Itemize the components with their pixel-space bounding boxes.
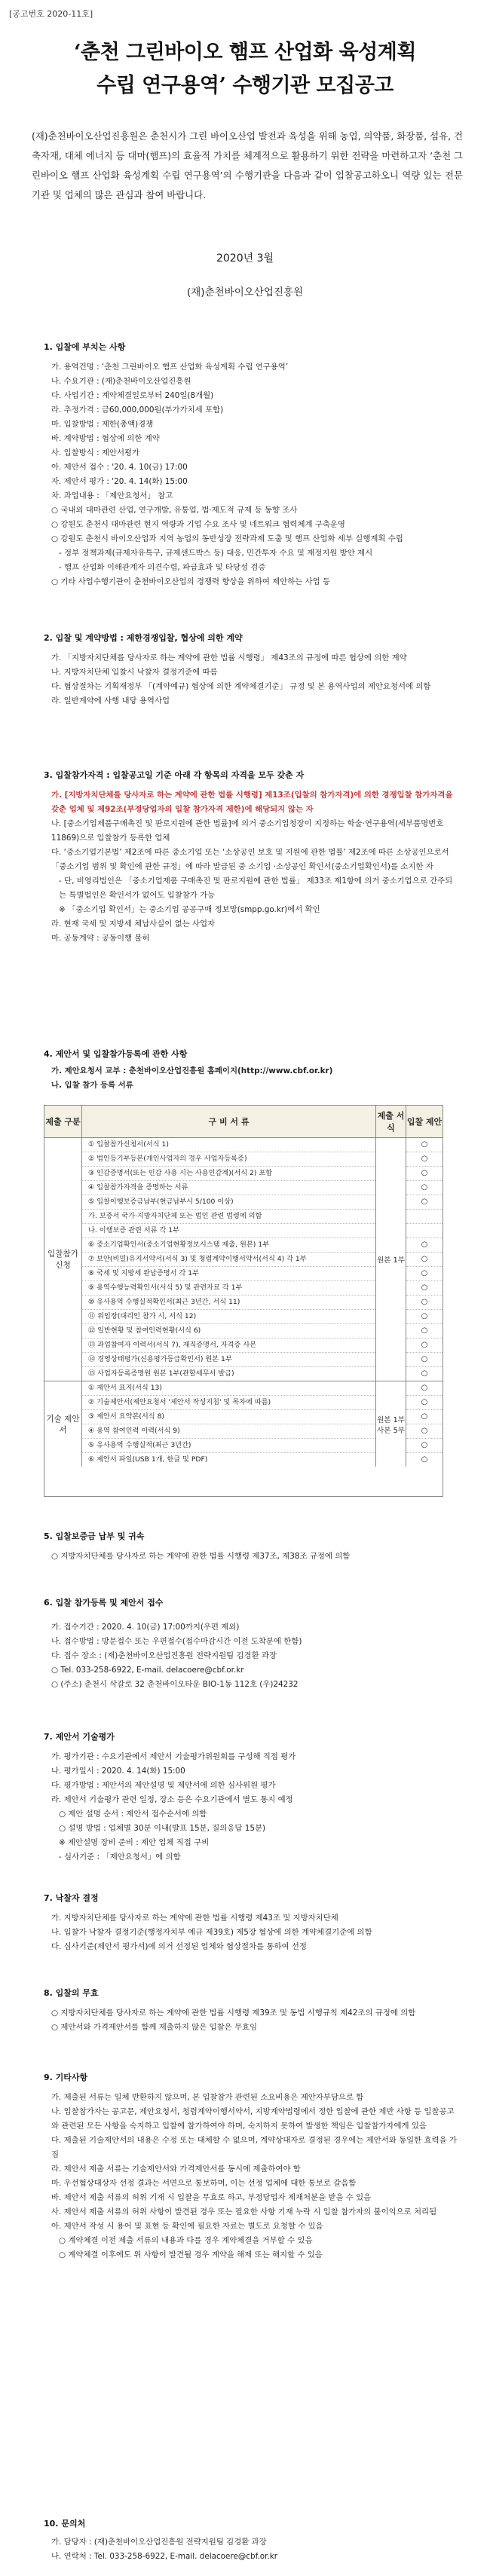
s10-line: 아. 제안서 작성 시 용어 및 표현 등 확인에 필요한 자료는 별도로 요청할 수 있음 [51,2222,323,2231]
table-header-cell: 제출 서식 [376,1106,406,1137]
check-mark: ○ [406,1138,443,1152]
table-row: ④ 입찰참가자격을 증명하는 서류 [82,1181,375,1195]
group-label: 기술 제안서 [44,1381,82,1467]
table-row: ④ 용역 참여인력 이력(서식 9) [82,1424,375,1439]
s10-line: 가. 제출된 서류는 일체 반환하지 않으며, 본 입찰참가 관련된 소요비용은 제안자부담으로 함 [51,2093,364,2102]
s10-line: 바. 제안서 제출 서류의 허위 기재 시 입찰을 무효로 하고, 부정당업자 제재처분을 받을 수 있음 [51,2193,372,2202]
s7-line: 다. 평가방법 : 제안서의 제안설명 및 제안서에 의한 심사위원 평가 [51,1781,276,1790]
s7-line: ○ 제안 설명 순서 : 제안서 접수순서에 의함 [59,1810,207,1819]
section-1-body [44,360,460,589]
s6-line: 나. 접수방법 : 방문접수 또는 우편접수(접수마감시간 이전 도착분에 한함) [51,1637,302,1646]
table-row: ② 법인등기부등본(개인사업자의 경우 사업자등록증) [82,1152,375,1167]
s6-line: 가. 접수기간 : 2020. 4. 10(금) 17:00까지(우편 제외) [51,1623,240,1632]
s1-line: 차. 과업내용 : 「제안요청서」 참고 [51,491,173,500]
check-mark: ○ [406,1167,443,1181]
table-row: ⑦ 보안(비밀)유지서약서(서식 3) 및 청렴계약이행서약서(서식 4) 각 1부 [82,1253,375,1267]
s1-line: 마. 입찰방법 : 제한(총액)경쟁 [51,420,154,429]
section-9-body [44,2006,460,2035]
table-row: ⑤ 입찰이행보증금납부(현금납부시 5/100 이상) [82,1195,375,1210]
table-header-cell: 구 비 서 류 [82,1106,376,1137]
s1-line: 사. 입찰방식 : 제안서평가 [51,448,140,457]
section-8-body [44,1911,460,1954]
table-row: ③ 인감증명서(또는 인감 사용 시는 사용인감계)(서식 2) 포함 [82,1167,375,1181]
section-4-body [44,1064,460,1093]
s1-line: ○ 국내외 대마관련 산업, 연구개발, 유통업, 법·제도적 규제 등 동향 조사 [51,506,298,515]
table-group-technical-proposal [44,1381,443,1467]
check-mark: ○ [406,1281,443,1296]
s10-line: 라. 제안서 제출 서류는 기술제안서와 가격제안서를 동시에 제출하여야 함 [51,2165,301,2174]
check-mark: ○ [406,1353,443,1367]
intro-paragraph: (재)춘천바이오산업진흥원은 춘천시가 그린 바이오산업 발전과 육성을 위해 농업, 의약품, 화장품, 섬유, 건축자재, 대체 에너지 등 대마(햄프)의 효율적 가치를 체계적으로 활용하기 위한 전략을 마련하고자 ‘춘천 그린바이오 햄프 산업화 육성계획 수립 연구용역’의 수행기관을 다음과 같이 입찰공고하오니 역량 있는 전문기관 및 업체의 많은 관심과 참여 바랍니다. [32,130,463,200]
check-mark [406,1224,443,1238]
s1-line: 자. 제안서 평가 : '20. 4. 14(화) 15:00 [51,477,188,486]
s1-line: 다. 사업기간 : 계약체결일로부터 240일(8개월) [51,391,214,400]
section-5-body [44,1550,460,1564]
group-marks [406,1138,443,1381]
s7-line: 라. 제안서 기술평가 관련 일정, 장소 등은 수요기관에서 별도 통지 예정 [51,1795,293,1804]
check-mark: ○ [406,1238,443,1253]
s6-line: ○ Tel. 033-258-6922, E-mail. delacoere@cbf.or.kr [51,1666,244,1675]
s7-line: 가. 평가기관 : 수요기관에서 제안서 기술평가위원회를 구성해 직접 평가 [51,1752,296,1761]
check-mark: ○ [406,1396,443,1410]
table-row: ⑥ 중소기업확인서(중소기업현황정보시스템 제출, 원본) 1부 [82,1238,375,1253]
table-row: ⑪ 위임장(대리인 참가 시, 서식 12) [82,1310,375,1324]
section-9-title: 8. 입찰의 무효 [44,1988,99,1998]
s1-line: ○ 강원도 춘천시 대마관련 현지 역량과 기업 수요 조사 및 네트워크 협력체계 구축운영 [51,520,345,529]
check-mark: ○ [406,1424,443,1439]
title-line-2: 수립 연구용역’ 수행기관 모집공고 [96,74,394,97]
s4-line: 가. 제안요청서 교부 : 춘천바이오산업진흥원 홈페이지(http://www.cbf.or.kr) [51,1066,333,1075]
s3-line: - 단, 비영리법인은 「중소기업제품 구매촉진 및 판로지원에 관한 법률」 제33조 제1항에 의거 중소기업으로 간주되는 특별법인은 확인서가 없어도 입찰참가 가능 [59,877,453,900]
check-mark: ○ [406,1338,443,1353]
section-5-title: 5. 입찰보증금 납부 및 귀속 [44,1531,145,1541]
section-7-body [44,1750,460,1865]
s8-line: 다. 심사기준(제안서 평가서)에 의거 선정된 업체와 협상절차를 통하여 선정 [51,1942,307,1951]
s2-line: 가. 「지방자치단체를 당사자로 하는 계약에 관한 법률 시행령」 제43조의 규정에 따른 협상에 의한 계약 [51,653,407,662]
check-mark: ○ [406,1267,443,1281]
s3-line: 다. ‘중소기업기본법’ 제2조에 따른 중소기업 또는 ‘소상공인 보호 및 지원에 관한 법률’ 제2조에 따른 소상공인으로서 「중소기업 범위 및 확인에 관한 규정」에 따라 발급된 중 소기업 ·소상공인 확인서(중소기업확인서)를 소지한 자 [51,848,449,871]
table-row: ⑤ 유사용역 수행실적(최근 3년간) [82,1439,375,1453]
section-3-body [44,788,460,946]
s8-line: 나. 입찰가 낙찰자 결정기준(행정자치부 예규 제39호) 제5장 협상에 의한 계약체결기준에 의함 [51,1928,372,1937]
table-header [44,1106,443,1138]
section-10-body [44,2091,460,2262]
table-row: ⑫ 일반현황 및 참여인력현황(서식 6) [82,1324,375,1338]
group-format: 원본 1부 [376,1138,406,1381]
table-row: ① 입찰참가신청서(서식 1) [82,1138,375,1152]
s1-line: 라. 추정가격 : 금60,000,000원(부가가치세 포함) [51,405,224,415]
s10-line: 나. 입찰참가자는 공고문, 제안요청서, 청렴계약이행서약서, 지방계약법령에서 정한 입찰에 관한 제반 사항 등 입찰공고와 관련된 모든 사항을 숙지하고 입찰에 참가하여야 하며, 숙지하지 못하여 발생한 책임은 입찰참가자에게 있음 [51,2107,455,2131]
s3-line: 가. [지방자치단체를 당사자로 하는 계약에 관한 법률 시행령] 제13조(입찰의 참가자격)에 의한 경쟁입찰 참가자격을 갖춘 업체 및 제92조(부정당업자의 입찰 참가자격 제한)에 해당되지 않는 자 [51,791,453,814]
section-2-body [44,651,460,708]
s1-line: - 정부 정책과제(규제자유특구, 규제샌드박스 등) 대응, 민간투자 수요 및 재정지원 방안 제시 [59,549,373,558]
issuing-organization: (재)춘천바이오산업진흥원 [187,286,303,298]
table-row: ⑩ 유사용역 수행실적확인서(최근 3년간, 서식 11) [82,1296,375,1310]
check-mark: ○ [406,1152,443,1167]
group-format: 원본 1부 사본 5부 [376,1381,406,1467]
s1-line: 나. 수요기관 : (재)춘천바이오산업진흥원 [51,377,191,386]
s3-line: ※ 「중소기업 확인서」는 중소기업 공공구매 정보망(smpp.go.kr)에서 확인 [59,905,320,914]
s7-line: ※ 제안설명 장비 준비 : 제안 업체 직접 구비 [59,1838,210,1847]
s1-line: ○ 강원도 춘천시 바이오산업과 지역 농업의 동반성장 전략과제 도출 및 햄프 산업화 세부 실행계획 수립 [51,534,403,543]
s2-line: 나. 지방자치단체 입찰시 낙찰자 결정기준에 따름 [51,668,218,677]
s7-line: 나. 평가일시 : 2020. 4. 14(화) 15:00 [51,1767,185,1776]
table-row: 가. 보증서 국가·지방자치단체 또는 법인 관련 법령에 의함 [82,1210,375,1224]
s10-line: ○ 계약체결 이전 제출 서류의 내용과 다를 경우 계약체결을 거부할 수 있음 [59,2236,313,2245]
s1-line: 바. 계약방법 : 협상에 의한 계약 [51,434,160,443]
check-mark: ○ [406,1439,443,1453]
s5-line: ○ 지방자치단체를 당사자로 하는 계약에 관한 법률 시행령 제37조, 제38조 규정에 의함 [51,1552,351,1561]
check-mark: ○ [406,1253,443,1267]
table-row: ⑭ 경영상태평가(신용평가등급확인서) 원본 1부 [82,1353,375,1367]
s7-line: - 심사기준 : 「제안요청서」에 의함 [59,1852,181,1862]
section-10-title: 9. 기타사항 [44,2073,88,2082]
s10-line: ○ 계약체결 이후에도 위 사항이 발견될 경우 계약을 해제 또는 해지할 수 있음 [59,2250,323,2259]
section-11-title: 10. 문의처 [44,2519,86,2529]
check-mark: ○ [406,1310,443,1324]
s11-line: 가. 담당자 : (재)춘천바이오산업진흥원 전략지원팀 김경환 과장 [51,2538,267,2547]
check-mark: ○ [406,1195,443,1210]
section-6-title: 6. 입찰 참가등록 및 제안서 접수 [44,1598,164,1608]
s1-line: 가. 용역건명 : ‘춘천 그린바이오 햄프 산업화 육성계획 수립 연구용역’ [51,363,289,372]
s1-line: - 햄프 산업화 이해관계자 의견수렴, 파급효과 및 타당성 검증 [59,563,266,572]
title-line-1: ‘춘천 그린바이오 햄프 산업화 육성계획 [74,41,416,64]
table-row: ⑥ 제안서 파일(USB 1개, 한글 및 PDF) [88,1455,208,1464]
table-group-bid-application [44,1138,443,1381]
table-row: ⑮ 사업자등록증명원 원본 1부(관할세무서 발급) [88,1369,234,1378]
title-block [0,36,490,102]
notice-number: [공고번호 2020-11호] [9,9,93,19]
check-mark [406,1210,443,1224]
section-1-title: 1. 입찰에 부치는 사항 [44,342,126,352]
s6-line: 다. 접수 장소 : (재)춘천바이오산업진흥원 전략지원팀 김경환 과장 [51,1651,277,1660]
section-4-title: 4. 제안서 및 입찰참가등록에 관한 사항 [44,1049,188,1059]
check-mark: ○ [406,1324,443,1338]
section-7-title: 7. 제안서 기술평가 [44,1732,115,1742]
section-8-title: 7. 낙찰자 결정 [44,1893,99,1903]
s1-line: ○ 기타 사업수행기관이 춘천바이오산업의 경쟁력 향상을 위하여 제안하는 사업 등 [51,577,331,586]
s6-line: ○ (주소) 춘천시 삭갈로 32 춘천바이오타운 BIO-1동 112호 (우)24232 [51,1680,299,1689]
s4-line: 나. 입찰 참가 등록 서류 [51,1081,133,1090]
section-11-body [44,2535,460,2564]
check-mark: ○ [421,1455,428,1464]
section-2-title: 2. 입찰 및 계약방법 : 제한경쟁입찰, 협상에 의한 계약 [44,633,243,643]
s1-line: 아. 제안서 접수 : '20. 4. 10(금) 17:00 [51,463,188,472]
section-3-title: 3. 입찰참가자격 : 입찰공고일 기준 아래 각 항목의 자격을 모두 갖춘 자 [44,770,305,780]
s3-line: 라. 현재 국세 및 지방세 체납사실이 없는 사업자 [51,919,216,929]
s10-line: 사. 제안서 제출 서류의 허위 사항이 발견된 경우 또는 필요한 사항 기재 누락 시 입찰 참가자의 불이익으로 처리됨 [51,2207,437,2217]
s10-line: 마. 우선협상대상자 선정 결과는 서면으로 통보하며, 이는 선정 업체에 대한 통보로 갈음함 [51,2179,357,2188]
group-label: 입찰참가 신청 [44,1138,82,1381]
s7-line: ○ 설명 방법 : 업체별 30분 이내(발표 15분, 질의응답 15분) [59,1824,266,1833]
required-documents-table [44,1105,443,1497]
check-mark: ○ [406,1410,443,1424]
s8-line: 가. 지방자치단체를 당사자로 하는 계약에 관한 법률 시행령 제43조 및 지방자치단체 [51,1914,338,1923]
group-items [82,1381,376,1467]
s11-line: 나. 연락처 : Tel. 033-258-6922, E-mail. delacoere@cbf.or.kr [51,2552,278,2561]
table-row: ⑨ 용역수행능력확인서(서식 5) 및 관련자료 각 1부 [82,1281,375,1296]
table-row: 나. 이행보증 관련 서류 각 1부 [82,1224,375,1238]
table-header-cell: 제출 구분 [44,1106,82,1137]
s10-line: 다. 제출된 기술제안서의 내용은 수정 또는 대체할 수 없으며, 계약상대자로 결정된 경우에는 제안서와 동일한 효력을 가짐 [51,2136,457,2159]
check-mark: ○ [406,1296,443,1310]
s3-line: 나. [중소기업제품구매촉진 및 판로지원에 관한 법률]에 의거 중소기업청장이 지정하는 학술·연구용역(세부품명번호 11869)으로 입찰참가 등록한 업체 [51,819,444,843]
check-mark: ○ [406,1381,443,1396]
section-6-body [44,1620,460,1692]
table-row: ⑧ 국세 및 지방세 완납증명서 각 1부 [82,1267,375,1281]
s9-line: ○ 제안서와 가격제안서를 함께 제출하지 않은 입찰은 무효임 [51,2023,258,2032]
table-row: ⑬ 과업참여자 이력서(서식 7), 재직증명서, 자격증 사본 [82,1338,375,1353]
check-mark: ○ [406,1181,443,1195]
check-mark: ○ [421,1369,428,1378]
group-marks [406,1381,443,1467]
table-row: ② 기술제안서(제안요청서 '제안서 작성지침' 및 목차에 따름) [82,1396,375,1410]
table-row: ① 제안서 표지(서식 13) [82,1381,375,1396]
s2-line: 라. 일반계약에 사행 내당 용역사업 [51,696,170,705]
table-header-cell: 입찰 제안 [406,1117,443,1127]
s9-line: ○ 지방자치단체를 당사자로 하는 계약에 관한 법률 시행령 제39조 및 동법 시행규칙 제42조의 규정에 의함 [51,2008,416,2018]
table-row: ③ 제안서 요약본(서식 8) [82,1410,375,1424]
group-items [82,1138,376,1381]
s2-line: 다. 협상절차는 기획재정부 「(계약예규) 협상에 의한 계약체결기준」 규정 및 본 용역사업의 제안요청서에 의함 [51,682,431,691]
s3-line: 마. 공동계약 : 공동이행 불허 [51,934,150,943]
notice-date: 2020년 3월 [216,252,274,265]
